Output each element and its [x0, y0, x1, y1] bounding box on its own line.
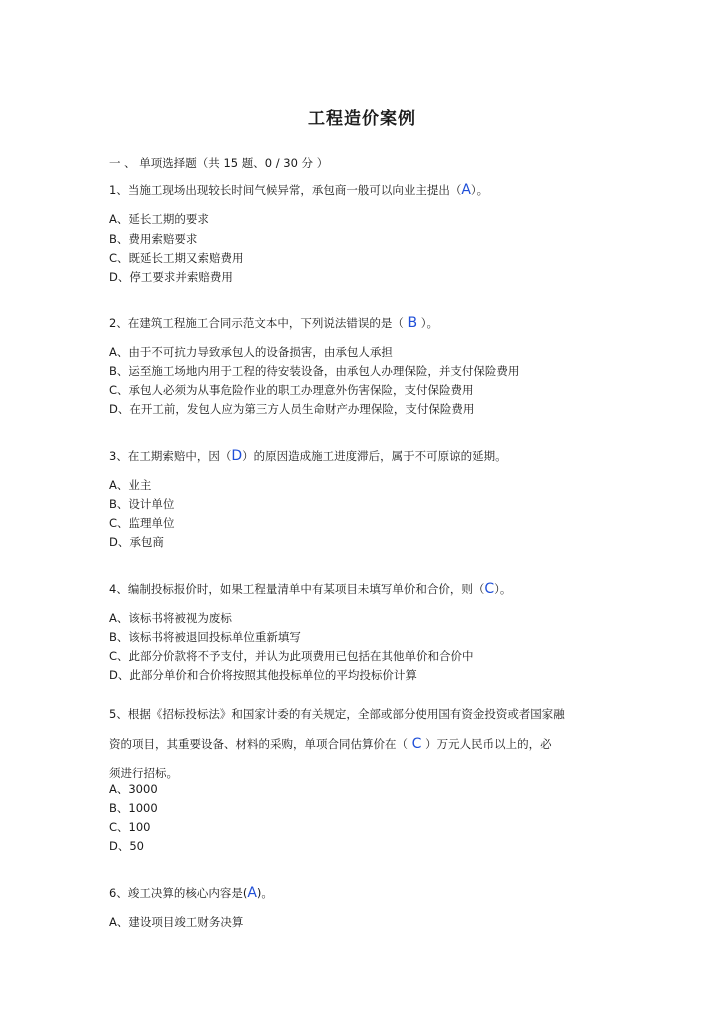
question-4-option-c: C、此部分价款将不予支付，并认为此项费用已包括在其他单价和合价中 — [109, 649, 474, 663]
answer-mark: B — [407, 315, 418, 331]
answer-mark: D — [231, 448, 243, 464]
question-2-option-d: D、在开工前，发包人应为第三方人员生命财产办理保险，支付保险费用 — [109, 402, 475, 416]
answer-mark: A — [247, 885, 257, 901]
question-3-option-b: B、设计单位 — [109, 497, 175, 511]
question-1-stem — [109, 183, 488, 198]
question-1-option-d: D、停工要求并索赔费用 — [109, 270, 233, 284]
question-text: 6、竣工决算的核心内容是( — [109, 886, 248, 900]
question-3-option-a: A、业主 — [109, 478, 152, 492]
question-5-option-b: B、1000 — [109, 801, 158, 815]
question-text: 2、在建筑工程施工合同示范文本中，下列说法错误的是（ — [109, 316, 408, 330]
question-4-option-b: B、该标书将被退回投标单位重新填写 — [109, 630, 301, 644]
question-4-stem — [109, 582, 511, 597]
question-text: 1、当施工现场出现较长时间气候异常，承包商一般可以向业主提出（ — [109, 183, 462, 197]
question-2-option-c: C、承包人必须为从事危险作业的职工办理意外伤害保险，支付保险费用 — [109, 383, 474, 397]
question-2-option-b: B、运至施工场地内用于工程的待安装设备，由承包人办理保险，并支付保险费用 — [109, 364, 520, 378]
section-heading: 一 、 单项选择题（共 15 题、0 / 30 分 ） — [109, 156, 329, 170]
question-5-option-a: A、3000 — [109, 782, 158, 796]
answer-mark: C — [411, 736, 422, 752]
question-text: 3、在工期索赔中，因（ — [109, 449, 232, 463]
question-2-option-a: A、由于不可抗力导致承包人的设备损害，由承包人承担 — [109, 345, 393, 359]
answer-mark: C — [484, 581, 495, 597]
question-text-end: )。 — [256, 886, 273, 900]
question-3-option-c: C、监理单位 — [109, 516, 175, 530]
question-4-option-d: D、此部分单价和合价将按照其他投标单位的平均投标价计算 — [109, 668, 417, 682]
question-5-stem-line-2 — [109, 737, 552, 752]
question-6-option-a: A、建设项目竣工财务决算 — [109, 915, 244, 929]
question-text-end: ）。 — [470, 183, 489, 197]
question-2-stem — [109, 316, 438, 331]
page-title: 工程造价案例 — [308, 109, 416, 129]
question-text: 4、编制投标报价时，如果工程量清单中有某项目未填写单价和合价，则（ — [109, 582, 485, 596]
question-text-end: ）的原因造成施工进度滞后，属于不可原谅的延期。 — [242, 449, 507, 463]
question-6-stem — [109, 886, 273, 901]
question-text-end: ）。 — [494, 582, 512, 596]
question-5-option-c: C、100 — [109, 820, 151, 834]
question-4-option-a: A、该标书将被视为废标 — [109, 611, 232, 625]
answer-mark: A — [461, 182, 471, 198]
question-3-option-d: D、承包商 — [109, 535, 164, 549]
question-5-stem-line-1: 5、根据《招标投标法》和国家计委的有关规定，全部或部分使用国有资金投资或者国家融 — [109, 707, 565, 721]
question-5-stem-line-3: 须进行招标。 — [109, 766, 178, 780]
question-5-option-d: D、50 — [109, 839, 144, 853]
question-text-end: ）万元人民币以上的，必 — [421, 737, 552, 751]
question-text-end: ）。 — [417, 316, 438, 330]
question-1-option-a: A、延长工期的要求 — [109, 212, 209, 226]
question-1-option-b: B、费用索赔要求 — [109, 232, 198, 246]
question-text: 资的项目，其重要设备、材料的采购，单项合同估算价在（ — [109, 737, 412, 751]
question-1-option-c: C、既延长工期又索赔费用 — [109, 251, 244, 265]
question-3-stem — [109, 449, 507, 464]
